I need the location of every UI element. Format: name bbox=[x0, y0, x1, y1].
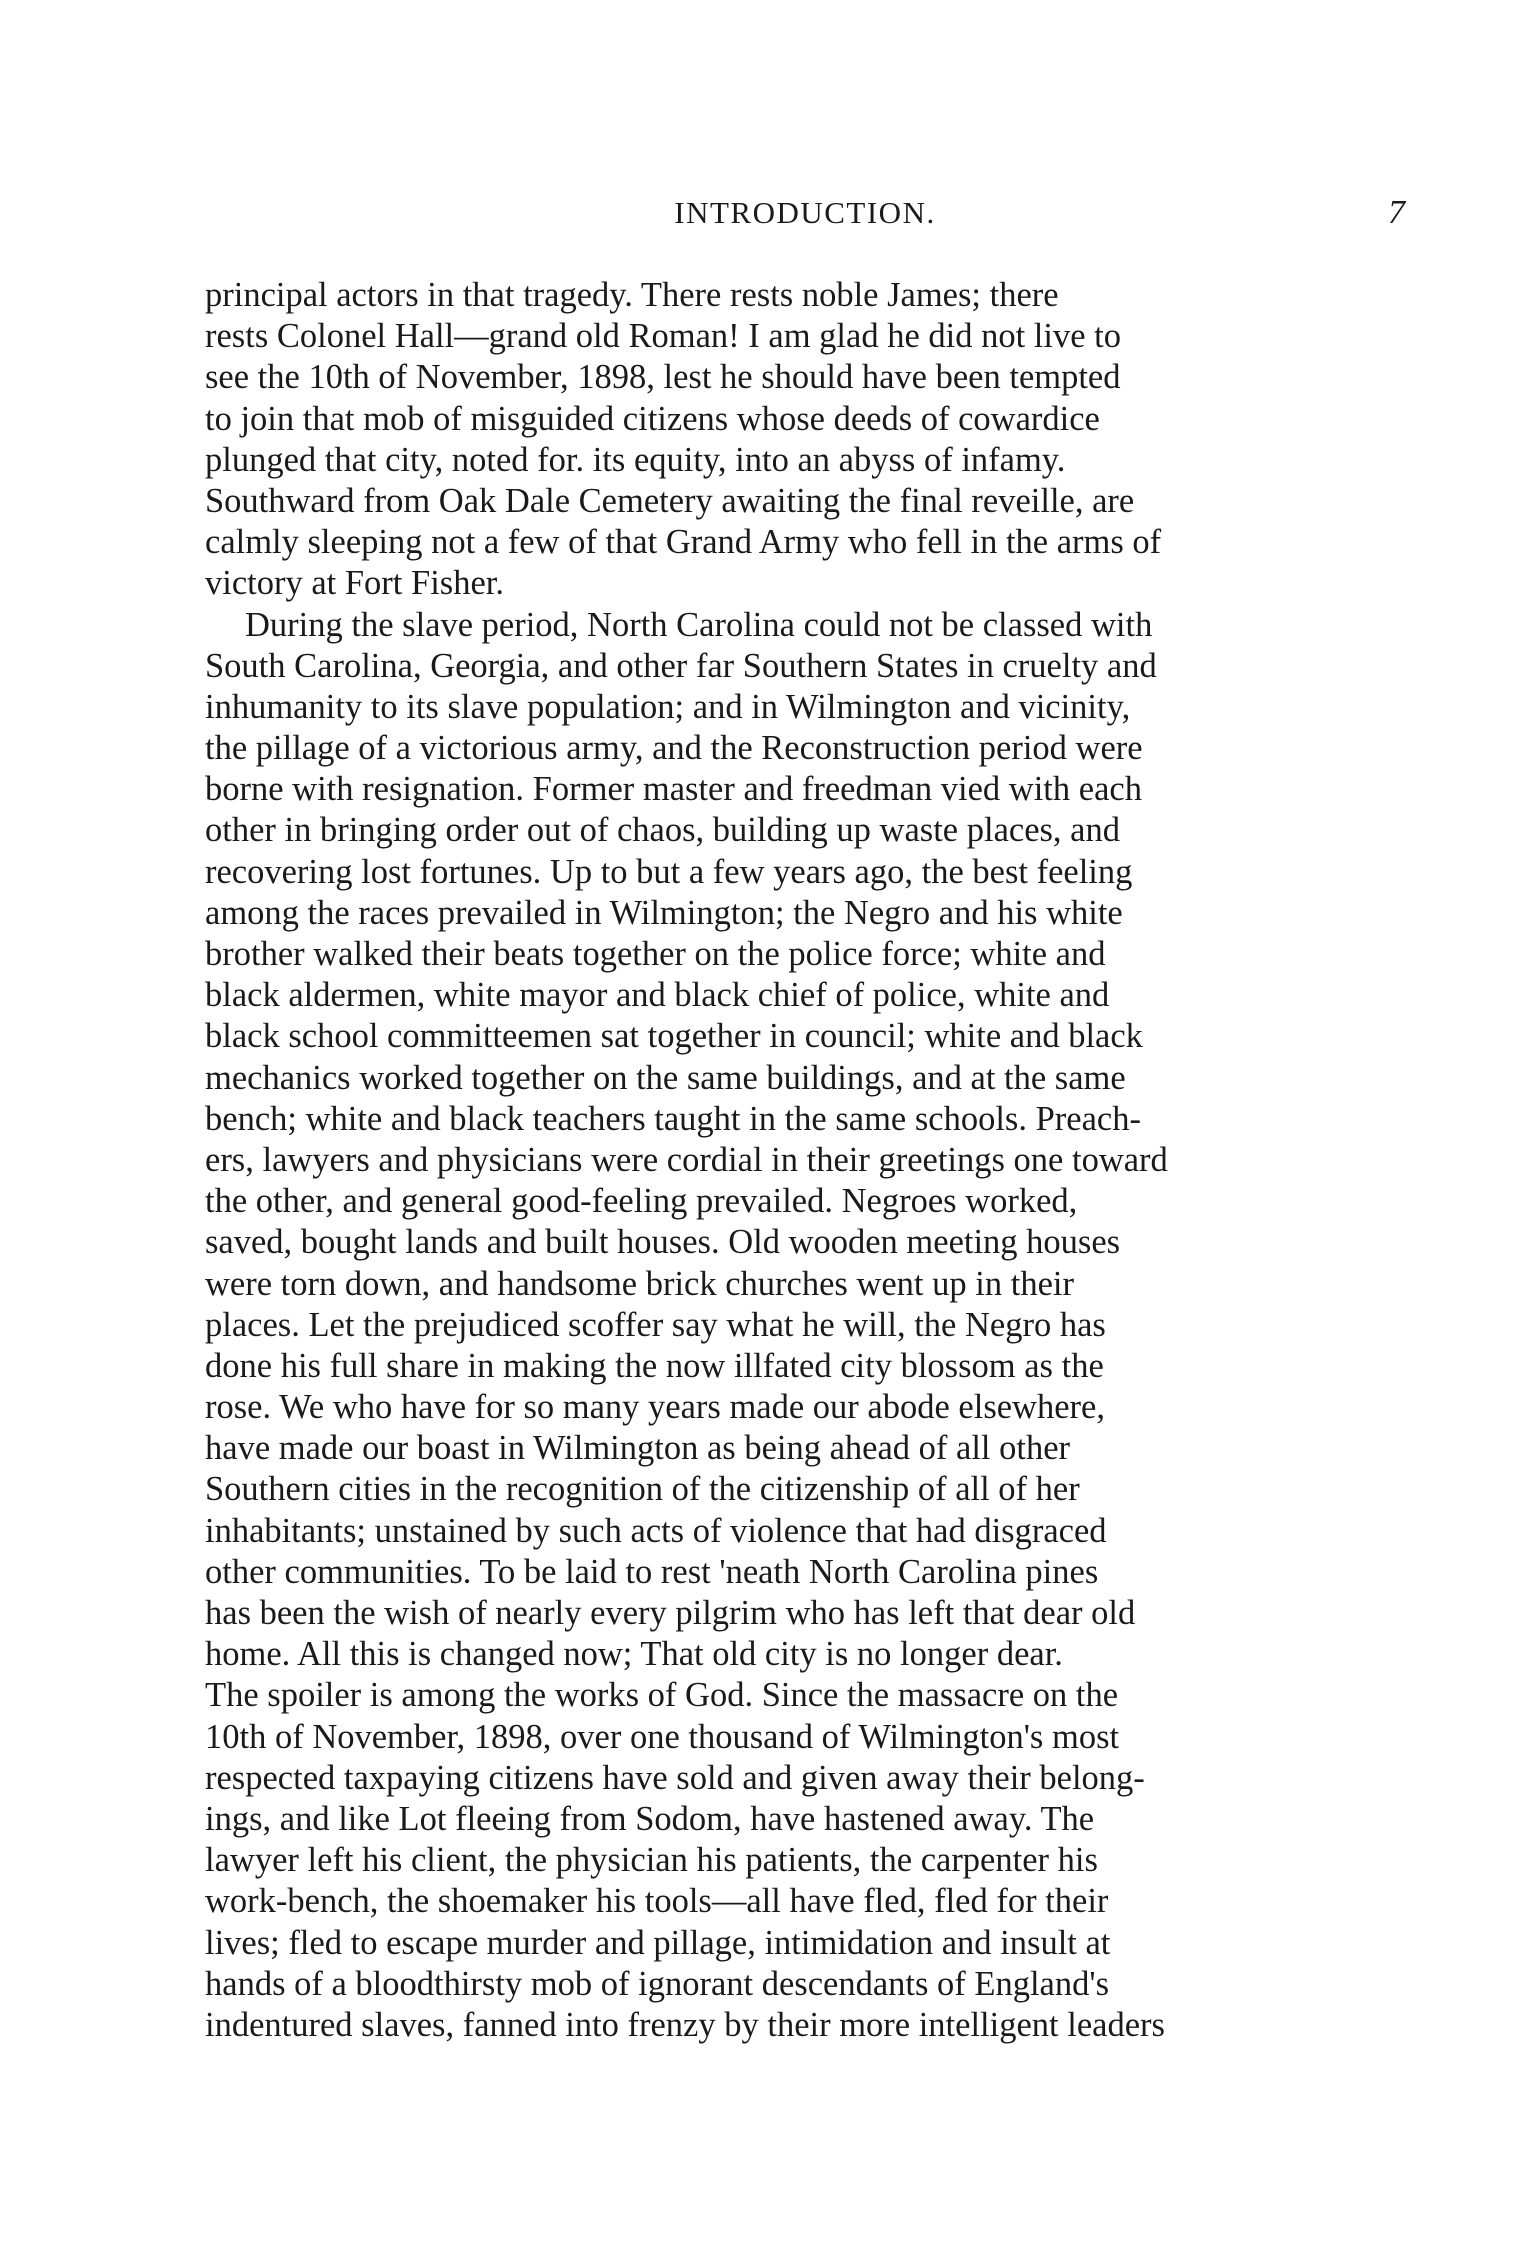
text-line: recovering lost fortunes. Up to but a few years ago, the best feeling bbox=[205, 852, 1133, 891]
text-line: done his full share in making the now illfated city blossom as the bbox=[205, 1346, 1104, 1385]
text-line: have made our boast in Wilmington as being ahead of all other bbox=[205, 1429, 1071, 1468]
text-line: victory at Fort Fisher. bbox=[205, 564, 504, 603]
text-line: the other, and general good-feeling prevailed. Negroes worked, bbox=[205, 1182, 1078, 1221]
body-text bbox=[205, 275, 1390, 2085]
text-line: rests Colonel Hall—grand old Roman! I am glad he did not live to bbox=[205, 317, 1122, 356]
page-number: 7 bbox=[1388, 194, 1405, 231]
text-line: calmly sleeping not a few of that Grand Army who fell in the arms of bbox=[205, 523, 1162, 562]
text-line: The spoiler is among the works of God. Since the massacre on the bbox=[205, 1676, 1119, 1715]
text-line: During the slave period, North Carolina could not be classed with bbox=[245, 605, 1153, 644]
text-line: saved, bought lands and built houses. Old wooden meeting houses bbox=[205, 1223, 1121, 1262]
text-line: black school committeemen sat together in council; white and black bbox=[205, 1017, 1143, 1056]
text-line: Southern cities in the recognition of the citizenship of all of her bbox=[205, 1470, 1080, 1509]
text-line: rose. We who have for so many years made our abode elsewhere, bbox=[205, 1388, 1105, 1427]
text-line: 10th of November, 1898, over one thousand of Wilmington's most bbox=[205, 1717, 1120, 1756]
text-line: has been the wish of nearly every pilgrim who has left that dear old bbox=[205, 1594, 1136, 1632]
text-line: Southward from Oak Dale Cemetery awaiting the final reveille, are bbox=[205, 481, 1135, 520]
text-line: mechanics worked together on the same buildings, and at the same bbox=[205, 1058, 1126, 1097]
text-line: the pillage of a victorious army, and the Reconstruction period were bbox=[205, 729, 1143, 768]
text-line: brother walked their beats together on the police force; white and bbox=[205, 935, 1106, 973]
running-title: INTRODUCTION. bbox=[674, 195, 936, 230]
text-line: places. Let the prejudiced scoffer say what he will, the Negro has bbox=[205, 1305, 1106, 1344]
text-line: to join that mob of misguided citizens whose deeds of cowardice bbox=[205, 399, 1100, 438]
text-line: black aldermen, white mayor and black chief of police, white and bbox=[205, 976, 1110, 1015]
text-line: hands of a bloodthirsty mob of ignorant descendants of England's bbox=[205, 1964, 1110, 2003]
text-line: inhabitants; unstained by such acts of violence that had disgraced bbox=[205, 1511, 1107, 1550]
text-line: were torn down, and handsome brick churches went up in their bbox=[205, 1264, 1074, 1303]
text-line: work-bench, the shoemaker his tools—all have fled, fled for their bbox=[205, 1882, 1109, 1921]
text-line: ings, and like Lot fleeing from Sodom, have hastened away. The bbox=[205, 1799, 1095, 1838]
text-line: other in bringing order out of chaos, building up waste places, and bbox=[205, 811, 1120, 850]
text-line: home. All this is changed now; That old city is no longer dear. bbox=[205, 1635, 1063, 1674]
text-line: ers, lawyers and physicians were cordial in their greetings one toward bbox=[205, 1140, 1168, 1179]
text-line: indentured slaves, fanned into frenzy by their more intelligent leaders bbox=[205, 2005, 1165, 2044]
running-head bbox=[205, 188, 1405, 238]
text-line: inhumanity to its slave population; and in Wilmington and vicinity, bbox=[205, 687, 1131, 726]
text-line: respected taxpaying citizens have sold and given away their belong- bbox=[205, 1758, 1145, 1797]
text-line: other communities. To be laid to rest 'neath North Carolina pines bbox=[205, 1552, 1099, 1591]
text-line: plunged that city, noted for. its equity, into an abyss of infamy. bbox=[205, 440, 1066, 479]
text-line: see the 10th of November, 1898, lest he should have been tempted bbox=[205, 358, 1121, 397]
text-line: among the races prevailed in Wilmington; the Negro and his white bbox=[205, 893, 1123, 932]
text-line: lives; fled to escape murder and pillage, intimidation and insult at bbox=[205, 1923, 1111, 1962]
text-line: principal actors in that tragedy. There rests noble James; there bbox=[205, 276, 1059, 314]
text-line: lawyer left his client, the physician his patients, the carpenter his bbox=[205, 1841, 1098, 1880]
text-line: South Carolina, Georgia, and other far Southern States in cruelty and bbox=[205, 646, 1157, 685]
text-line: bench; white and black teachers taught in the same schools. Preach- bbox=[205, 1099, 1141, 1138]
text-line: borne with resignation. Former master and freedman vied with each bbox=[205, 770, 1142, 809]
